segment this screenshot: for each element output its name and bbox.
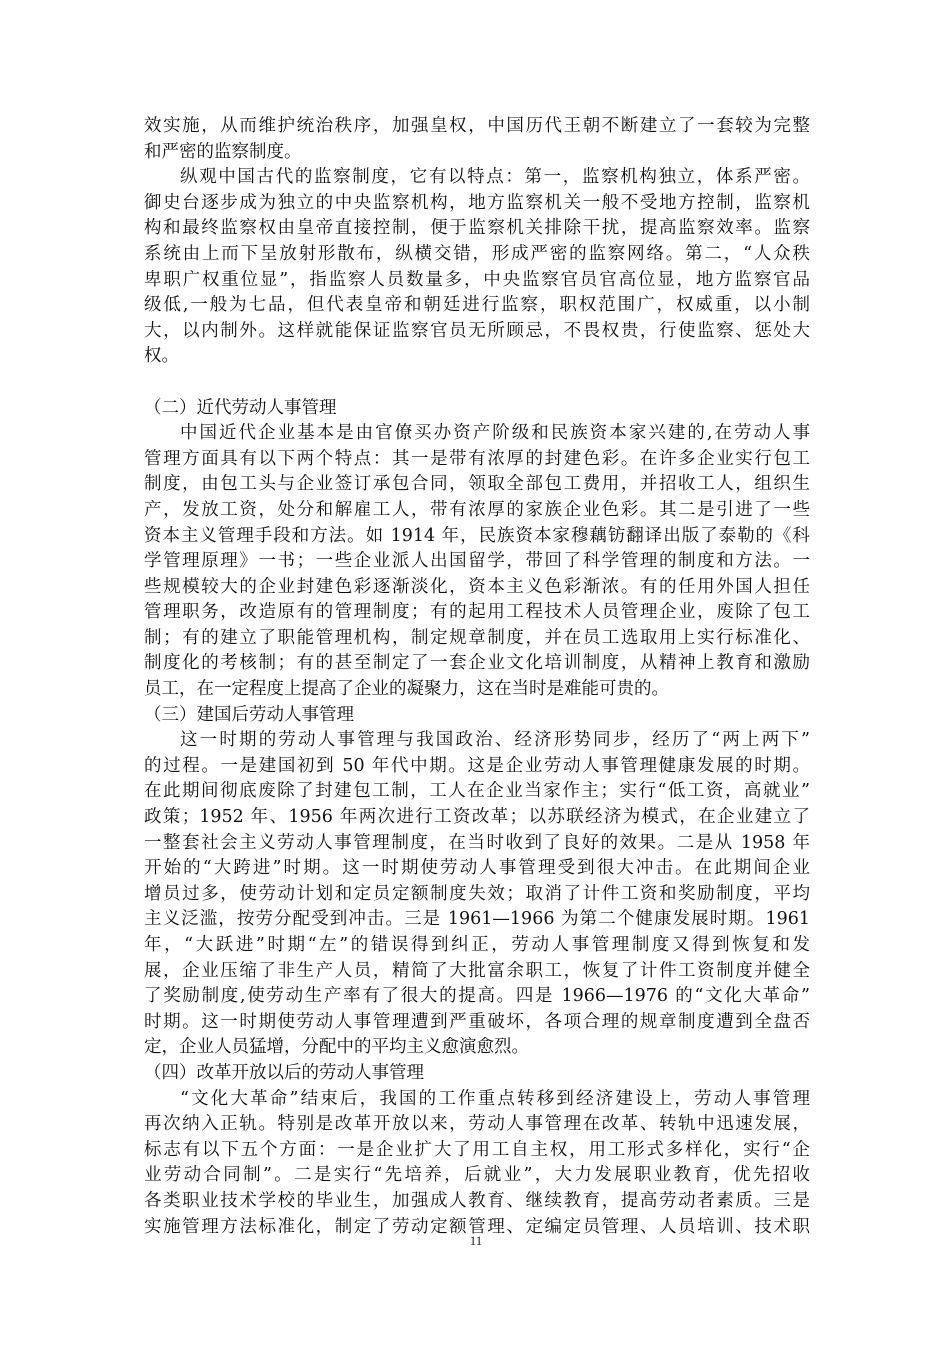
- page-number: 11: [469, 1233, 483, 1248]
- text-line: 管理方面具有以下两个特点：其一是带有浓厚的封建色彩。在许多企业实行包工: [144, 448, 810, 469]
- text-line: 产，发放工资，处分和解雇工人，带有浓厚的家族企业色彩。其二是引进了一些: [144, 499, 810, 520]
- text-line: 主义泛滥，按劳分配受到冲击。三是 1961—1966 为第二个健康发展时期。1961: [144, 909, 810, 930]
- text-line: 年，“大跃进”时期“左”的错误得到纠正，劳动人事管理制度又得到恢复和发: [144, 935, 810, 955]
- text-line: 政策；1952 年、1956 年两次进行工资改革；以苏联经济为模式，在企业建立了: [144, 807, 810, 828]
- text-line: 再次纳入正轨。特别是改革开放以来，劳动人事管理在改革、转轨中迅速发展，: [144, 1114, 810, 1135]
- text-line: 标志有以下五个方面：一是企业扩大了用工自主权，用工形式多样化，实行“企: [144, 1139, 810, 1160]
- text-line: 效实施，从而维护统治秩序，加强皇权，中国历代王朝不断建立了一套较为完整: [144, 116, 810, 136]
- text-line: 级低,一般为七品，但代表皇帝和朝廷进行监察，职权范围广，权威重，以小制: [144, 295, 810, 316]
- text-line: 定，企业人员猛增，分配中的平均主义愈演愈烈。: [144, 1037, 529, 1058]
- section-heading-modern: （二）近代劳动人事管理: [144, 397, 337, 418]
- paragraph-modern-management: [144, 421, 810, 703]
- text-line: 管理职务，改造原有的管理制度；有的起用工程技术人员管理企业，废除了包工: [144, 602, 810, 623]
- text-line: 系统由上而下呈放射形散布，纵横交错，形成严密的监察网络。第二，“人众秩: [144, 243, 810, 264]
- text-line: 些规模较大的企业封建色彩逐渐淡化，资本主义色彩渐浓。有的任用外国人担任: [144, 576, 810, 597]
- text-line: 中国近代企业基本是由官僚买办资产阶级和民族资本家兴建的,在劳动人事: [180, 423, 810, 444]
- text-line: 权。: [144, 346, 179, 367]
- text-line: 员工，在一定程度上提高了企业的凝聚力，这在当时是难能可贵的。: [144, 679, 669, 700]
- text-line: 在此期间彻底废除了封建包工制，工人在企业当家作主；实行“低工资，高就业”: [144, 781, 810, 802]
- text-line: 和严密的监察制度。: [144, 141, 302, 162]
- text-line: 展，企业压缩了非生产人员，精简了大批富余职工，恢复了计件工资制度并健全: [144, 960, 810, 981]
- text-line: 卑职广权重位显”，指监察人员数量多，中央监察官员官高位显，地方监察官品: [144, 269, 810, 290]
- text-line: 的过程。一是建国初到 50 年代中期。这是企业劳动人事管理健康发展的时期。: [144, 755, 810, 776]
- text-line: “文化大革命”结束后，我国的工作重点转移到经济建设上，劳动人事管理: [180, 1088, 810, 1109]
- blank-line: [144, 370, 810, 396]
- text-line: 学管理原理》一书；一些企业派人出国留学，带回了科学管理的制度和方法。一: [144, 551, 810, 572]
- paragraph-supervision-features: [144, 165, 810, 370]
- document-page: [144, 114, 810, 1240]
- section-heading-post-founding: （三）建国后劳动人事管理: [144, 704, 354, 725]
- text-line: 了奖励制度,使劳动生产率有了很大的提高。四是 1966—1976 的“文化大革命”: [144, 986, 810, 1007]
- text-line: 制；有的建立了职能管理机构，制定规章制度，并在员工选取用上实行标准化、: [144, 627, 810, 648]
- text-line: 御史台逐步成为独立的中央监察机构，地方监察机关一般不受地方控制，监察机: [144, 192, 810, 213]
- text-line: 纵观中国古代的监察制度，它有以特点：第一，监察机构独立，体系严密。: [180, 167, 810, 188]
- text-line: 时期。这一时期使劳动人事管理遭到严重破坏，各项合理的规章制度遭到全盘否: [144, 1011, 810, 1032]
- text-line: 开始的“大跨进”时期。这一时期使劳动人事管理受到很大冲击。在此期间企业: [144, 858, 810, 879]
- text-line: 制度化的考核制；有的甚至制定了一套企业文化培训制度，从精神上教育和激励: [144, 653, 810, 674]
- paragraph-post-founding: [144, 728, 810, 1061]
- text-line: 各类职业技术学校的毕业生，加强成人教育、继续教育，提高劳动者素质。三是: [144, 1190, 810, 1211]
- text-line: 大，以内制外。这样就能保证监察官员无所顾忌，不畏权贵，行使监察、惩处大: [144, 320, 810, 341]
- text-line: 一整套社会主义劳动人事管理制度，在当时收到了良好的效果。二是从 1958 年: [144, 832, 810, 853]
- section-heading-reform: （四）改革开放以后的劳动人事管理: [144, 1062, 424, 1083]
- text-line: 实施管理方法标准化，制定了劳动定额管理、定编定员管理、人员培训、技术职: [144, 1216, 810, 1237]
- paragraph-supervision-intro: [144, 114, 810, 165]
- text-line: 资本主义管理手段和方法。如 1914 年，民族资本家穆藕钫翻译出版了泰勒的《科: [144, 525, 810, 546]
- text-line: 增员过多，使劳动计划和定员定额制度失效；取消了计件工资和奖励制度，平均: [144, 883, 810, 904]
- text-line: 业劳动合同制”。二是实行“先培养，后就业”，大力发展职业教育，优先招收: [144, 1165, 810, 1186]
- paragraph-reform: [144, 1087, 810, 1241]
- text-line: 构和最终监察权由皇帝直接控制，便于监察机关排除干扰，提高监察效率。监察: [144, 218, 810, 239]
- text-line: 这一时期的劳动人事管理与我国政治、经济形势同步，经历了“两上两下”: [180, 730, 810, 751]
- text-line: 制度，由包工头与企业签订承包合同，领取全部包工费用，并招收工人，组织生: [144, 474, 810, 495]
